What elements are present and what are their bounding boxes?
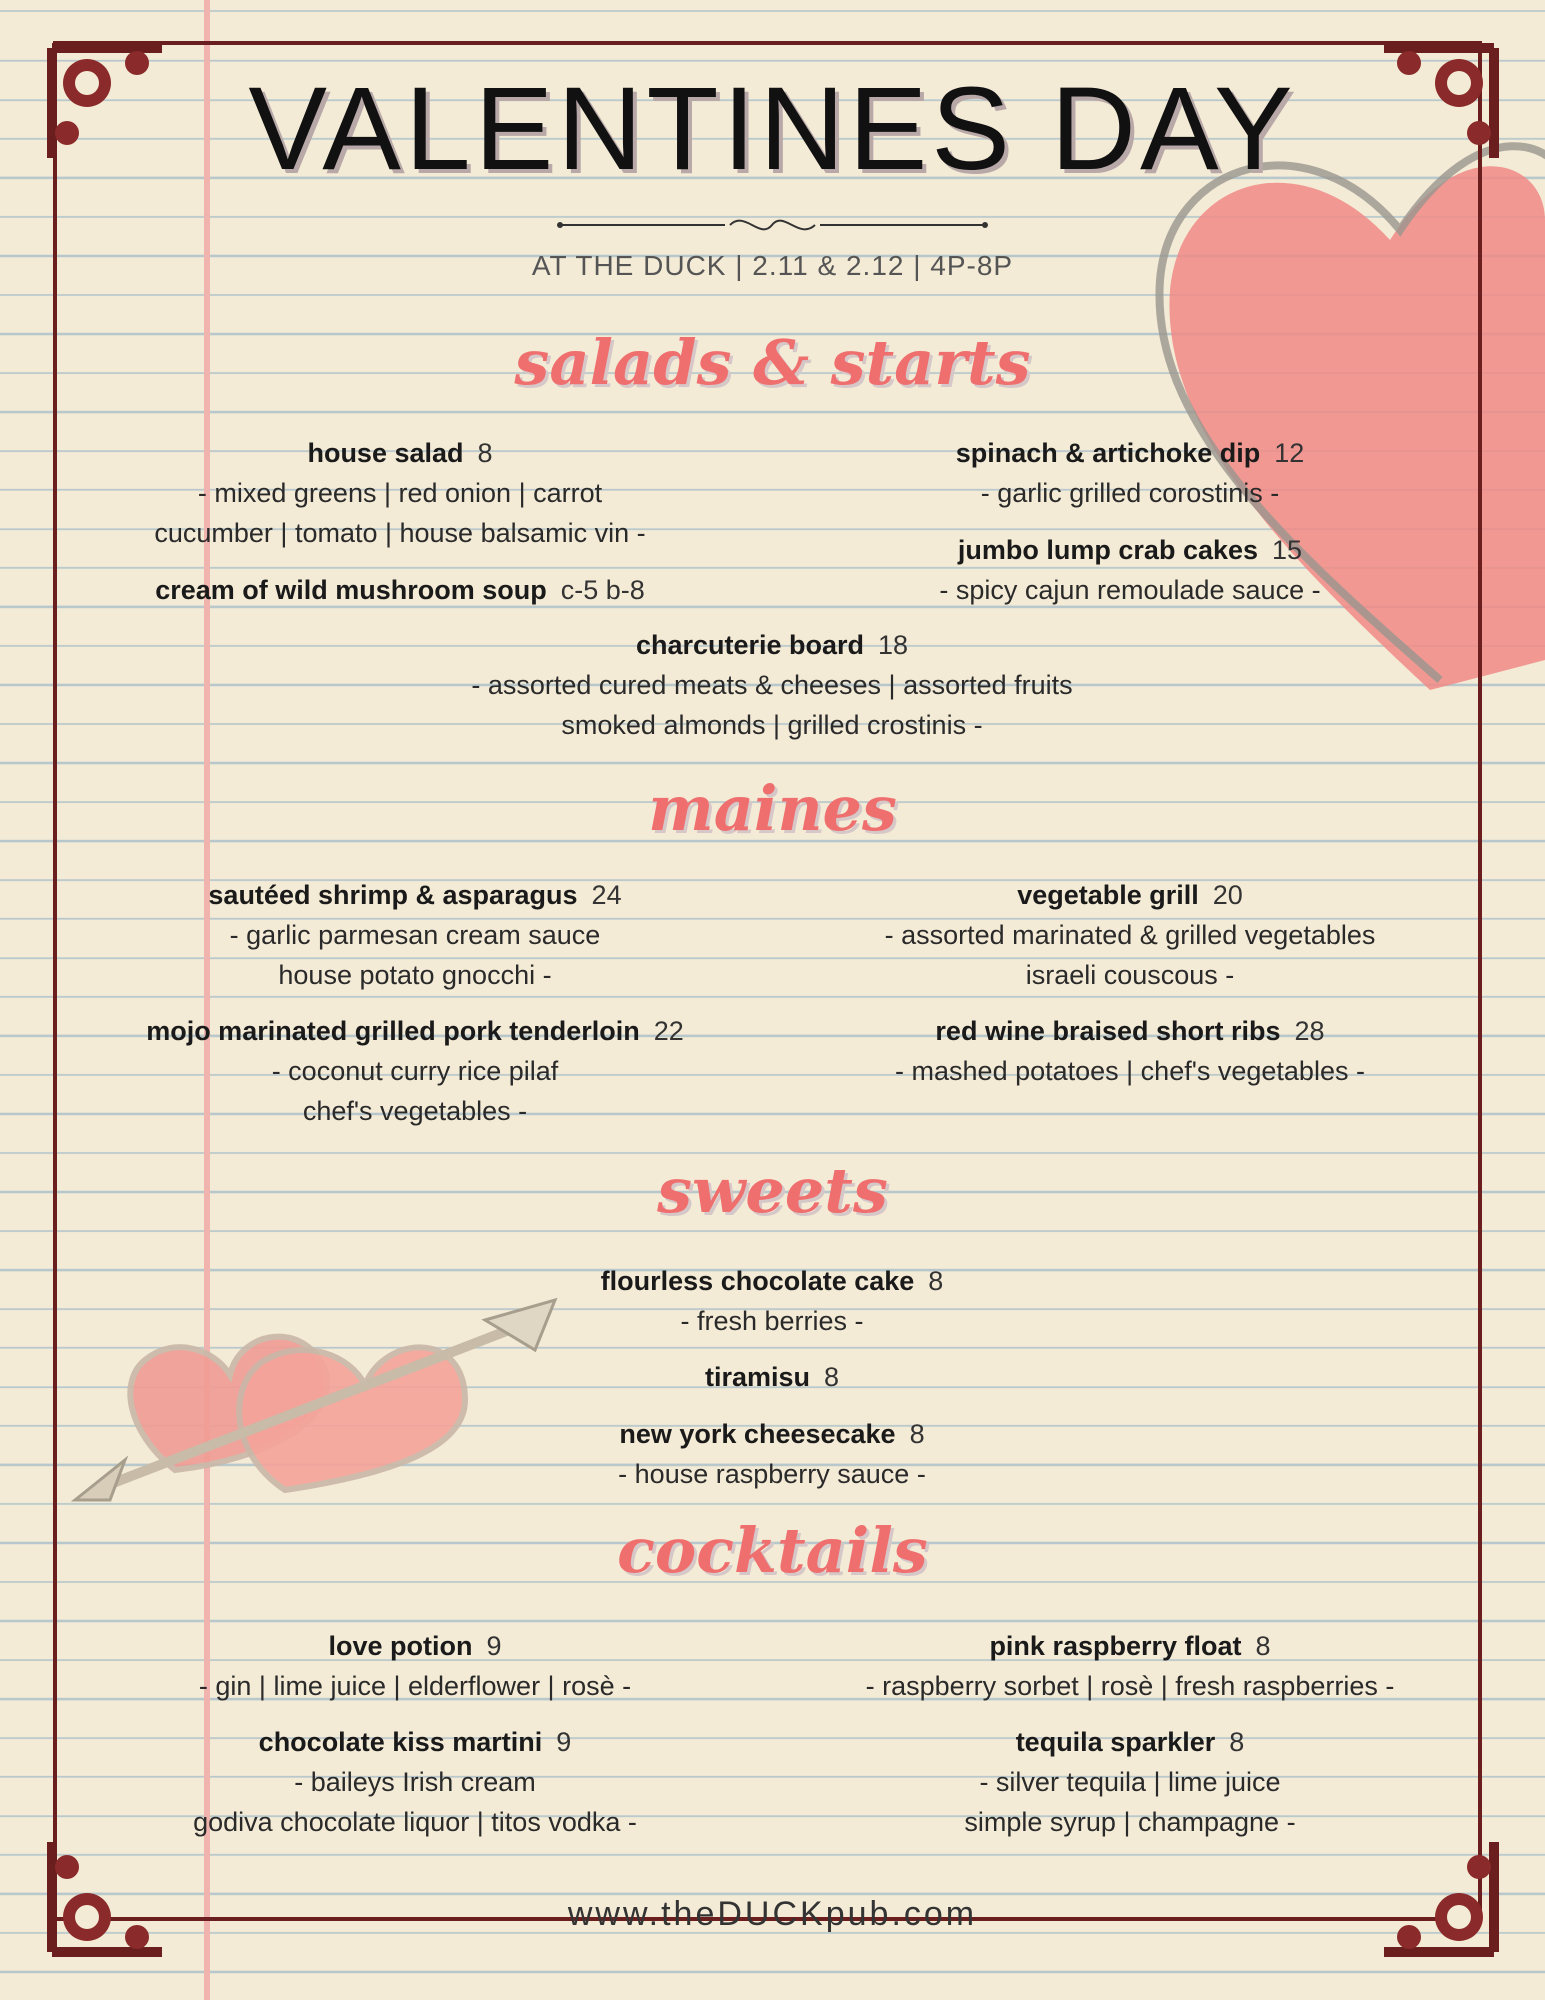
- item-description: - assorted cured meats & cheeses | assorted fruits: [471, 670, 1073, 700]
- menu-item-chocolate-martini: [110, 1722, 720, 1842]
- item-price: 22: [653, 1016, 684, 1046]
- item-description: israeli couscous -: [1025, 960, 1235, 990]
- item-price: 20: [1212, 880, 1243, 910]
- item-description: simple syrup | champagne -: [964, 1807, 1296, 1837]
- menu-item-charcuterie: [372, 625, 1172, 745]
- item-description: godiva chocolate liquor | titos vodka -: [193, 1807, 637, 1837]
- menu-item-pork: [90, 1011, 740, 1131]
- item-description: - garlic parmesan cream sauce: [229, 920, 601, 950]
- section-heading-sweets: sweets: [657, 1154, 888, 1227]
- section-heading-salads: salads & starts: [514, 326, 1031, 399]
- item-name: tiramisu: [704, 1362, 810, 1392]
- item-name: charcuterie board: [635, 630, 865, 660]
- event-subtitle: AT THE DUCK | 2.11 & 2.12 | 4P-8P: [531, 250, 1014, 281]
- menu-item-vegetable-grill: [800, 875, 1460, 995]
- item-name: mojo marinated grilled pork tenderloin: [146, 1016, 640, 1046]
- item-description: smoked almonds | grilled crostinis -: [561, 710, 983, 740]
- item-name: cream of wild mushroom soup: [155, 575, 547, 605]
- item-price: 15: [1272, 535, 1303, 565]
- item-description: - baileys Irish cream: [294, 1767, 536, 1797]
- item-price: 8: [928, 1266, 944, 1296]
- item-description: - gin | lime juice | elderflower | rosè -: [198, 1671, 632, 1701]
- item-description: - mashed potatoes | chef's vegetables -: [895, 1056, 1365, 1086]
- menu-item-house-salad: [90, 433, 710, 553]
- item-name: red wine braised short ribs: [935, 1016, 1281, 1046]
- menu-item-raspberry-float: [800, 1626, 1460, 1706]
- item-price: 12: [1274, 438, 1305, 468]
- item-description: - assorted marinated & grilled vegetables: [884, 920, 1376, 950]
- item-price: 24: [591, 880, 622, 910]
- divider-flourish-icon: [555, 210, 990, 240]
- item-price: 8: [909, 1419, 925, 1449]
- item-description: - mixed greens | red onion | carrot: [197, 478, 603, 508]
- item-name: flourless chocolate cake: [600, 1266, 915, 1296]
- item-description: cucumber | tomato | house balsamic vin -: [154, 518, 646, 548]
- item-price: 8: [824, 1362, 840, 1392]
- section-heading-cocktails: cocktails: [617, 1514, 928, 1587]
- item-name: tequila sparkler: [1015, 1727, 1216, 1757]
- item-price: 8: [1255, 1631, 1271, 1661]
- item-name: love potion: [328, 1631, 473, 1661]
- section-heading-maines: maines: [648, 772, 897, 845]
- page-title: VALENTINES DAY: [248, 63, 1297, 195]
- item-price: 8: [1229, 1727, 1245, 1757]
- item-description: - raspberry sorbet | rosè | fresh raspberries -: [865, 1671, 1395, 1701]
- item-price: 18: [878, 630, 909, 660]
- item-name: chocolate kiss martini: [258, 1727, 543, 1757]
- menu-item-crab-cakes: [830, 530, 1430, 610]
- menu-item-cheesecake: [472, 1414, 1072, 1494]
- item-name: jumbo lump crab cakes: [957, 535, 1259, 565]
- item-description: chef's vegetables -: [302, 1096, 528, 1126]
- item-description: - house raspberry sauce -: [618, 1459, 926, 1489]
- item-price: 9: [556, 1727, 572, 1757]
- item-description: - fresh berries -: [680, 1306, 864, 1336]
- item-name: sautéed shrimp & asparagus: [208, 880, 578, 910]
- item-name: pink raspberry float: [989, 1631, 1242, 1661]
- item-description: - spicy cajun remoulade sauce -: [939, 575, 1321, 605]
- item-description: house potato gnocchi -: [278, 960, 552, 990]
- item-price: c-5 b-8: [560, 575, 645, 605]
- item-name: vegetable grill: [1017, 880, 1199, 910]
- item-price: 28: [1294, 1016, 1325, 1046]
- menu-item-tiramisu: [472, 1357, 1072, 1397]
- menu-item-spinach-dip: [830, 433, 1430, 513]
- item-name: new york cheesecake: [619, 1419, 896, 1449]
- item-description: - silver tequila | lime juice: [979, 1767, 1281, 1797]
- website-footer: www.theDUCKpub.com: [567, 1895, 978, 1933]
- item-price: 8: [477, 438, 493, 468]
- menu-item-tequila-sparkler: [800, 1722, 1460, 1842]
- menu-item-love-potion: [110, 1626, 720, 1706]
- item-name: house salad: [307, 438, 464, 468]
- item-name: spinach & artichoke dip: [955, 438, 1261, 468]
- menu-item-short-ribs: [800, 1011, 1460, 1091]
- menu-item-shrimp: [90, 875, 740, 995]
- menu-item-chocolate-cake: [472, 1261, 1072, 1341]
- menu-item-mushroom-soup: [90, 570, 710, 610]
- item-price: 9: [486, 1631, 502, 1661]
- item-description: - coconut curry rice pilaf: [271, 1056, 559, 1086]
- item-description: - garlic grilled corostinis -: [980, 478, 1280, 508]
